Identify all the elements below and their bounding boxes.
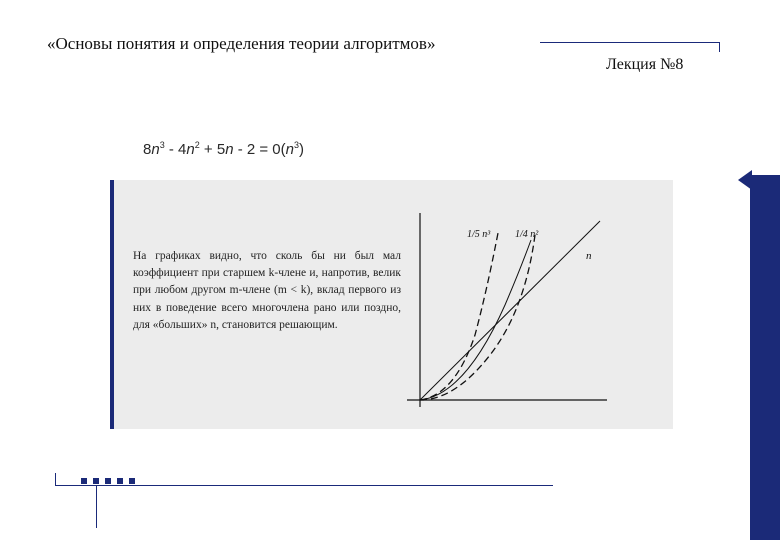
bottom-rule <box>55 485 553 486</box>
square-1 <box>81 478 87 484</box>
formula-close: ) <box>299 141 304 158</box>
curve-cubic <box>420 233 498 400</box>
square-5 <box>129 478 135 484</box>
formula-op-1: - 4 <box>164 141 187 158</box>
formula-var-2: n <box>186 141 195 158</box>
formula-var-1: n <box>151 141 160 158</box>
explanation-text: На графиках видно, что сколь бы ни был мал коэффициент при старшем k-члене и, напротив, велик при любом другом m-члене (m < k), вклад первого из них в поведение всего многочлена рано или поздно, для «больших» n, становится решающим. <box>133 250 401 331</box>
big-o-formula <box>143 140 304 158</box>
curve-quadratic-solid <box>420 240 531 400</box>
presentation-title: «Основы понятия и определения теории алгоритмов» <box>47 34 436 53</box>
square-3 <box>105 478 111 484</box>
formula-exp-4: 3 <box>293 140 299 150</box>
header-rule <box>540 42 720 43</box>
formula-op-2: + 5 <box>199 141 226 158</box>
formula-exp-2: 2 <box>194 140 200 150</box>
label-quadratic: 1/4 n² <box>515 229 539 240</box>
panel-edge-bar <box>110 180 114 429</box>
bottom-vertical-line <box>96 486 97 528</box>
curve-quadratic <box>420 235 535 400</box>
growth-graph <box>395 195 615 415</box>
formula-coef-1: 8 <box>143 141 152 158</box>
lecture-number: Лекция №8 <box>606 56 684 73</box>
formula-op-3: - 2 = 0( <box>233 141 286 158</box>
label-linear: n <box>586 250 592 262</box>
square-2 <box>93 478 99 484</box>
formula-exp-1: 3 <box>159 140 165 150</box>
curve-linear <box>420 221 600 400</box>
formula-var-4: n <box>285 141 294 158</box>
decorative-squares <box>81 478 135 484</box>
label-cubic: 1/5 n³ <box>467 229 491 240</box>
square-4 <box>117 478 123 484</box>
header-rule-tick <box>719 42 720 52</box>
right-accent-bar <box>750 175 780 540</box>
formula-var-3: n <box>225 141 234 158</box>
